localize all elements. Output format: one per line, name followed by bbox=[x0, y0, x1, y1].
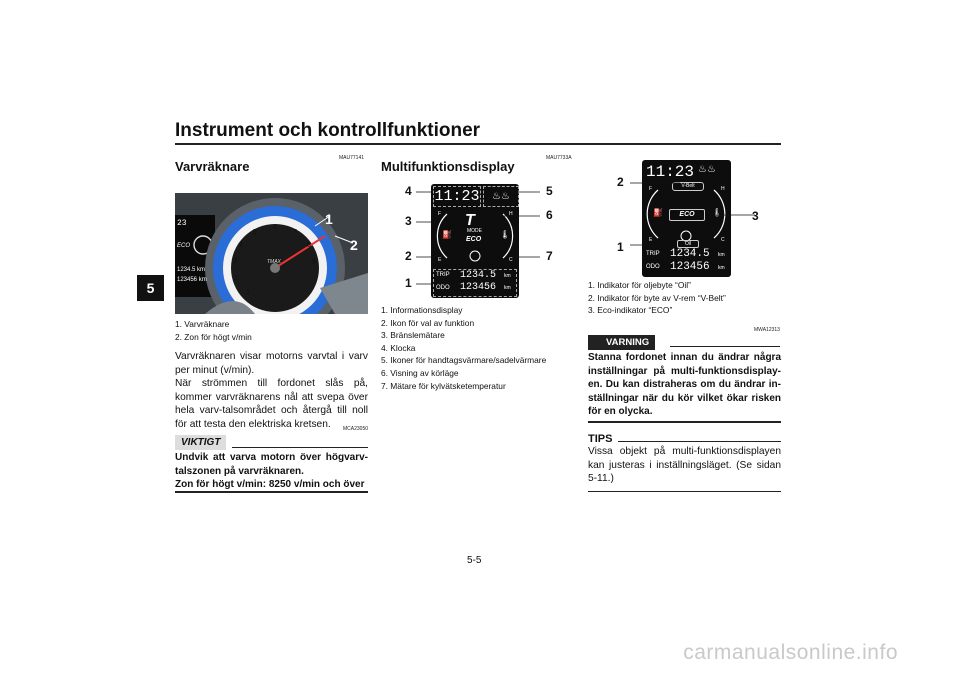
scale-2: 2 bbox=[234, 275, 238, 282]
scale-8: 8 bbox=[307, 242, 311, 249]
caption-item: 2. Indikator för byte av V-rem “V-Belt” bbox=[588, 292, 726, 303]
scale-1: 1 bbox=[246, 289, 250, 296]
temp-hot-mark: H bbox=[721, 186, 725, 192]
caption-item: 3. Bränslemätare bbox=[381, 330, 445, 341]
warning-label: VARNING bbox=[588, 335, 655, 350]
notice-text bbox=[175, 451, 368, 492]
odo-unit: km bbox=[504, 285, 511, 291]
notice-end-rule bbox=[175, 491, 368, 493]
caption-item: 2. Ikon för val av funktion bbox=[381, 317, 475, 328]
caption-item: 6. Visning av körläge bbox=[381, 367, 459, 378]
paragraph: När strömmen till fordonet slås på, kommer varvräknarens nål att svepa över hela varv-talsområdet och återgå till noll för att testa den elektriska kretsen. bbox=[175, 378, 368, 430]
warning-rule bbox=[670, 346, 780, 347]
fuel-empty-mark: E bbox=[649, 237, 653, 243]
tips-label: TIPS bbox=[588, 433, 613, 445]
trip-unit: km bbox=[718, 252, 725, 258]
tips-rule bbox=[618, 441, 781, 442]
caption-list bbox=[175, 318, 252, 343]
caption-item: 2. Zon för högt v/min bbox=[175, 331, 252, 342]
callout-2: 2 bbox=[405, 249, 412, 263]
page-title: Instrument och kontrollfunktioner bbox=[175, 120, 481, 141]
callout-2: 2 bbox=[617, 175, 624, 189]
scale-7: 7 bbox=[293, 229, 297, 236]
callout-5: 5 bbox=[546, 184, 553, 198]
scale-9: 9 bbox=[312, 259, 316, 266]
callout-lines bbox=[400, 180, 550, 300]
body-text bbox=[175, 350, 368, 432]
section-code: MAU77141 bbox=[339, 155, 365, 161]
callout-1: 1 bbox=[325, 211, 333, 227]
eco-indicator: ECO bbox=[466, 236, 482, 243]
section-heading-tachometer: Varvräknare bbox=[175, 159, 250, 174]
oil-indicator: Oil bbox=[677, 240, 699, 248]
caption-item: 1. Informationsdisplay bbox=[381, 305, 463, 315]
callout-6: 6 bbox=[546, 208, 553, 222]
trip-label: TRIP bbox=[436, 272, 450, 278]
heater-icons: ♨♨ bbox=[483, 186, 519, 207]
fuel-full-mark: F bbox=[438, 211, 442, 217]
temp-hot-mark: H bbox=[509, 211, 513, 217]
notice-rule bbox=[232, 447, 368, 448]
small-odo-2: 123456 km bbox=[177, 277, 207, 283]
warning-end-rule bbox=[588, 421, 781, 423]
trip-unit: km bbox=[504, 273, 511, 279]
caption-item: 7. Mätare för kylvätsketemperatur bbox=[381, 380, 506, 391]
scale-5: 5 bbox=[253, 229, 257, 236]
tips-end-rule bbox=[588, 491, 781, 492]
page-number: 5-5 bbox=[467, 555, 482, 566]
callout-1: 1 bbox=[405, 276, 412, 290]
notice-line: Undvik att varva motorn över högvarv-talszonen på varvräknaren. bbox=[175, 452, 368, 477]
section-code: MAU7733A bbox=[546, 155, 572, 161]
callout-1: 1 bbox=[617, 240, 624, 254]
odo-label: ODO bbox=[646, 264, 660, 270]
callout-3: 3 bbox=[405, 214, 412, 228]
small-odo-1: 1234.5 km bbox=[177, 267, 206, 273]
clock: 11:23 bbox=[646, 163, 695, 181]
warning-text: Stanna fordonet innan du ändrar några inställningar på multi-funktionsdisplay-en. Du kan distraheras om du ändrar in-ställningar när du kör vilket ökar risken för en olycka. bbox=[588, 352, 781, 418]
scale-4: 4 bbox=[239, 242, 243, 249]
tmax-logo: TMAX bbox=[267, 259, 281, 265]
coolant-temp-icon: 🌡 bbox=[712, 208, 723, 217]
caption-item: 4. Klocka bbox=[381, 342, 416, 353]
notice-label: VIKTIGT bbox=[175, 435, 226, 450]
fuel-empty-mark: E bbox=[438, 257, 442, 263]
notice-code: MCA23050 bbox=[343, 426, 369, 432]
odo-label: ODO bbox=[436, 285, 450, 291]
trip-value: 1234.5 bbox=[460, 270, 497, 281]
warning-code: MWA12313 bbox=[754, 327, 780, 333]
caption-list bbox=[588, 279, 726, 317]
scale-3: 3 bbox=[233, 258, 237, 265]
fuel-full-mark: F bbox=[649, 186, 653, 192]
fuel-pump-icon: ⛽ bbox=[442, 230, 452, 239]
watermark: carmanualsonline.info bbox=[683, 641, 898, 664]
mode-logo-icon: T bbox=[465, 212, 475, 229]
callout-2: 2 bbox=[350, 237, 358, 253]
caption-list bbox=[381, 304, 546, 392]
section-tab: 5 bbox=[137, 275, 164, 301]
fuel-pump-icon: ⛽ bbox=[653, 208, 663, 217]
section-heading-multifunction: Multifunktionsdisplay bbox=[381, 159, 515, 174]
caption-item: 1. Indikator för oljebyte “Oil” bbox=[588, 280, 691, 290]
coolant-temp-icon: 🌡 bbox=[500, 230, 511, 239]
odo-value: 123456 bbox=[670, 261, 710, 273]
callout-3: 3 bbox=[752, 209, 759, 223]
caption-item: 5. Ikoner för handtagsvärmare/sadelvärmare bbox=[381, 355, 547, 366]
trip-label: TRIP bbox=[646, 251, 660, 257]
caption-item: 3. Eco-indikator “ECO” bbox=[588, 305, 673, 316]
mode-label: MODE bbox=[467, 228, 482, 234]
tips-text: Vissa objekt på multi-funktionsdisplayen kan justeras i inställningsläget. (Se sidan 5-11.) bbox=[588, 446, 781, 485]
callout-7: 7 bbox=[546, 249, 553, 263]
odo-unit: km bbox=[718, 265, 725, 271]
header-rule bbox=[175, 143, 781, 145]
eco-indicator: ECO bbox=[669, 209, 705, 221]
small-eco: ECO bbox=[177, 243, 191, 249]
tachometer-photo bbox=[175, 193, 368, 314]
callout-4: 4 bbox=[405, 184, 412, 198]
notice-line: Zon för högt v/min: 8250 v/min och över bbox=[175, 479, 365, 491]
vbelt-indicator: V-Belt bbox=[672, 182, 704, 191]
paragraph: Varvräknaren visar motorns varvtal i varv per minut (v/min). bbox=[175, 351, 368, 376]
clock: 11:23 bbox=[434, 188, 480, 205]
temp-cold-mark: C bbox=[509, 257, 513, 263]
small-number: 23 bbox=[177, 219, 187, 228]
caption-item: 1. Varvräknare bbox=[175, 319, 230, 329]
tachometer-illustration bbox=[175, 193, 368, 314]
odo-value: 123456 bbox=[460, 282, 497, 293]
trip-value: 1234.5 bbox=[670, 248, 710, 260]
temp-cold-mark: C bbox=[721, 237, 725, 243]
heater-icons: ♨♨ bbox=[698, 164, 716, 175]
scale-6: 6 bbox=[273, 224, 277, 231]
callout-lines-2 bbox=[620, 175, 770, 255]
